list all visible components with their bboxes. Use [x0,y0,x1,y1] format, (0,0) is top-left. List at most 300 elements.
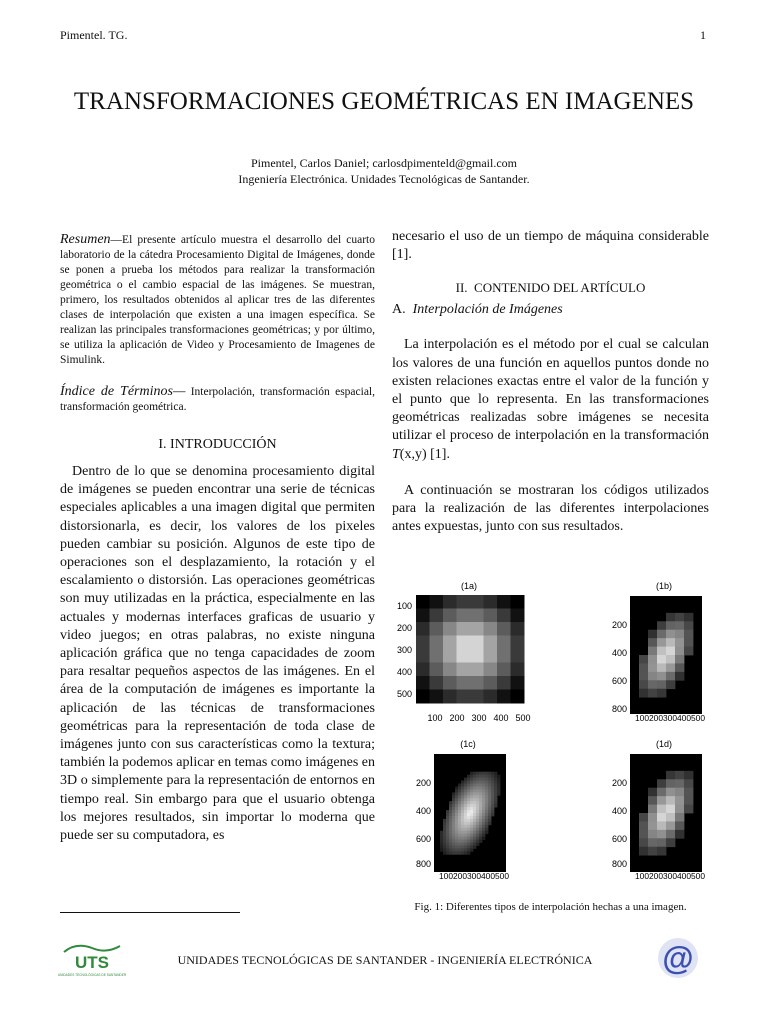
image-pixel [476,772,479,775]
image-pixel [648,813,657,822]
at-sign-logo [656,936,700,980]
image-pixel [455,851,458,854]
image-pixel [470,663,484,677]
image-pixel [666,630,675,639]
abstract-lead: Resumen [60,232,111,247]
image-pixel [470,786,473,789]
image-pixel [449,840,452,843]
image-pixel [458,843,461,846]
image-pixel [461,834,464,837]
image-pixel [666,830,675,839]
image-pixel [455,792,458,795]
image-pixel [458,837,461,840]
image-pixel [455,845,458,848]
image-pixel [452,834,455,837]
image-pixel [479,828,482,831]
logo-subtext: UNIDADES TECNOLÓGICAS DE SANTANDER [57,973,127,977]
image-pixel [461,851,464,854]
image-pixel [657,788,666,797]
image-pixel [440,831,443,834]
image-pixel [482,789,485,792]
image-pixel [684,630,693,639]
image-pixel [494,789,497,792]
image-pixel [684,638,693,647]
image-pixel [648,788,657,797]
image-pixel [464,845,467,848]
image-pixel [476,840,479,843]
image-pixel [430,663,444,677]
interpolation-text-a: La interpolación es el método por el cual se calculan los valores de una función en aquellos puntos donde no existen relaciones exactas entre el valor de la función y el punto que lo representa. En las transformaciones geométricas realizadas sobre imágenes se necesita utilizar el proceso de interpolación en la transformación [392,337,709,444]
image-pixel [416,622,430,636]
image-pixel [511,690,525,704]
image-pixel [446,848,449,851]
image-pixel [452,792,455,795]
image-pixel [476,834,479,837]
image-pixel [485,775,488,778]
image-pixel [666,771,675,780]
image-pixel [416,649,430,663]
image-pixel [467,834,470,837]
image-pixel [511,676,525,690]
image-pixel [455,798,458,801]
image-pixel [430,649,444,663]
image-pixel [639,680,648,689]
image-pixel [485,822,488,825]
image-pixel [482,798,485,801]
image-pixel [430,690,444,704]
image-pixel [443,843,446,846]
image-pixel [648,838,657,847]
image-pixel [497,622,511,636]
image-pixel [482,801,485,804]
image-pixel [457,690,471,704]
image-pixel [464,843,467,846]
image-pixel [473,845,476,848]
image-pixel [467,845,470,848]
image-pixel [484,676,498,690]
image-pixel [455,843,458,846]
image-pixel [452,822,455,825]
image-pixel [666,663,675,672]
image-pixel [467,831,470,834]
image-pixel [443,851,446,854]
image-pixel [461,784,464,787]
image-pixel [458,804,461,807]
image-pixel [491,807,494,810]
image-pixel [666,788,675,797]
image-pixel [648,796,657,805]
image-pixel [476,843,479,846]
y-tick: 300 [396,645,412,655]
index-terms [60,384,375,415]
image-pixel [473,825,476,828]
image-pixel [479,795,482,798]
image-pixel [464,810,467,813]
image-pixel [666,779,675,788]
image-pixel [449,828,452,831]
image-pixel [458,798,461,801]
image-pixel [443,690,457,704]
y-tick-labels [612,778,627,869]
image-pixel [443,676,457,690]
image-pixel [657,680,666,689]
y-tick: 200 [611,620,627,630]
image-pixel [473,778,476,781]
image-pixel [476,781,479,784]
image-pixel [476,789,479,792]
y-tick-labels [612,620,627,714]
image-pixel [639,830,648,839]
image-pixel [511,622,525,636]
image-pixel [443,825,446,828]
image-pixel [497,636,511,650]
image-pixel [464,819,467,822]
image-pixel [666,796,675,805]
image-pixel [446,822,449,825]
image-pixel [666,805,675,814]
image-pixel [464,778,467,781]
image-pixel [467,810,470,813]
image-pixel [484,663,498,677]
image-pixel [657,638,666,647]
image-pixel [443,636,457,650]
image-pixel [467,843,470,846]
image-pixel [452,819,455,822]
image-pixel [443,848,446,851]
left-column [60,232,375,845]
image-pixel [488,807,491,810]
image-pixel [470,848,473,851]
image-pixel [443,845,446,848]
image-pixel [470,804,473,807]
image-pixel [482,772,485,775]
x-tick: 100 [427,713,443,723]
abstract [60,232,375,368]
image-pixel [675,621,684,630]
image-pixel [666,647,675,656]
image-pixel [666,821,675,830]
image-pixel [457,649,471,663]
image-pixel [482,837,485,840]
image-pixel [675,613,684,622]
image-pixel [467,851,470,854]
image-pixel [497,690,511,704]
image-pixel [467,798,470,801]
image-pixel [484,595,498,609]
image-pixel [443,837,446,840]
image-pixel [657,689,666,698]
image-pixel [461,831,464,834]
image-pixel [449,848,452,851]
image-pixel [458,848,461,851]
image-pixel [440,834,443,837]
image-pixel [461,813,464,816]
image-pixel [476,775,479,778]
image-pixel [470,789,473,792]
image-pixel [449,837,452,840]
image-pixel [482,804,485,807]
image-pixel [639,813,648,822]
image-pixel [639,689,648,698]
image-pixel [458,825,461,828]
image-pixel [440,840,443,843]
image-pixel [473,784,476,787]
image-pixel [488,795,491,798]
image-pixel [473,789,476,792]
image-pixel [467,813,470,816]
y-tick-labels [397,601,412,699]
image-pixel [452,807,455,810]
image-pixel [675,821,684,830]
image-pixel [648,630,657,639]
image-pixel [461,795,464,798]
x-tick-labels [427,713,530,723]
continuation-text: necesario el uso de un tiempo de máquina considerable [1]. [392,229,709,263]
image-pixel [446,813,449,816]
image-pixel [648,672,657,681]
image-pixel [482,778,485,781]
image-pixel [479,781,482,784]
image-pixel [452,798,455,801]
image-pixel [446,819,449,822]
image-pixel [485,772,488,775]
image-pixel [488,801,491,804]
image-pixel [482,828,485,831]
y-tick-labels [416,778,431,869]
image-pixel [440,837,443,840]
image-pixel [476,819,479,822]
image-pixel [482,795,485,798]
image-pixel [470,816,473,819]
image-pixel [476,807,479,810]
image-pixel [494,804,497,807]
image-pixel [452,845,455,848]
logo-swoosh [64,946,120,952]
image-pixel [488,804,491,807]
image-pixel [497,775,500,778]
image-pixel [476,784,479,787]
image-pixel [473,772,476,775]
image-pixel [482,792,485,795]
image-pixel [473,828,476,831]
image-pixel [657,655,666,664]
image-pixel [449,845,452,848]
image-pixel [473,810,476,813]
image-pixel [470,828,473,831]
image-pixel [464,828,467,831]
image-pixel [675,830,684,839]
image-pixel [511,636,525,650]
image-pixel [648,647,657,656]
panel-label: (1c) [460,739,476,749]
image-pixel [467,828,470,831]
image-pixel [461,837,464,840]
image-pixel [464,831,467,834]
image-pixel [511,609,525,623]
image-pixel [416,690,430,704]
image-pixel [482,825,485,828]
image-pixel [449,810,452,813]
image-pixel [464,840,467,843]
image-pixel [648,638,657,647]
section-number: II. [455,280,468,296]
image-pixel [470,595,484,609]
image-pixel [458,810,461,813]
image-pixel [491,813,494,816]
section-content-title [392,280,709,296]
image-pixel [461,843,464,846]
image-pixel [485,807,488,810]
image-pixel [482,775,485,778]
image-pixel [482,816,485,819]
image-pixel [452,795,455,798]
image-pixel [464,784,467,787]
image-pixel [675,771,684,780]
image-pixel [446,828,449,831]
image-pixel [657,796,666,805]
image-pixel [452,831,455,834]
logo-text: UTS [75,953,109,972]
image-pixel [491,798,494,801]
image-pixel [497,778,500,781]
image-pixel [479,772,482,775]
image-pixel [467,840,470,843]
image-pixel [494,775,497,778]
image-pixel [497,609,511,623]
image-pixel [470,792,473,795]
image-pixel [488,819,491,822]
image-pixel [648,830,657,839]
image-pixel [467,781,470,784]
image-pixel [497,781,500,784]
image-pixel [457,595,471,609]
affiliation-line: Ingeniería Electrónica. Unidades Tecnológicas de Santander. [238,172,530,186]
image-pixel [470,831,473,834]
image-pixel [479,801,482,804]
image-pixel [458,828,461,831]
image-pixel [482,786,485,789]
x-tick: 200 [449,713,465,723]
image-pixel [470,810,473,813]
image-pixel [639,672,648,681]
y-tick: 200 [415,778,431,788]
image-pixel [476,825,479,828]
image-pixel [494,781,497,784]
image-pixel [470,819,473,822]
image-pixel [482,822,485,825]
image-pixel [449,804,452,807]
image-pixel [675,663,684,672]
image-pixel [476,795,479,798]
image-pixel [455,848,458,851]
image-pixel [639,655,648,664]
image-pixel [482,784,485,787]
image-pixel [467,775,470,778]
image-pixel [470,837,473,840]
image-pixel [464,781,467,784]
image-pixel [497,789,500,792]
image-pixel [464,816,467,819]
image-pixel [464,789,467,792]
author-block [60,155,708,187]
image-pixel [488,789,491,792]
image-pixel [464,851,467,854]
image-pixel [485,816,488,819]
image-pixel [452,813,455,816]
section-introduction-title: I. INTRODUCCIÓN [158,437,277,452]
image-pixel [473,807,476,810]
image-pixel [488,813,491,816]
image-pixel [470,822,473,825]
image-pixel [657,663,666,672]
image-pixel [467,819,470,822]
image-pixel [675,638,684,647]
image-pixel [485,819,488,822]
image-pixel [458,822,461,825]
image-pixel [470,825,473,828]
image-pixel [482,813,485,816]
image-pixel [666,655,675,664]
x-tick: 100200300400500 [635,871,706,881]
image-pixel [455,834,458,837]
image-pixel [458,819,461,822]
image-pixel [455,819,458,822]
image-pixel [485,786,488,789]
image-pixel [473,843,476,846]
y-tick: 400 [611,648,627,658]
image-pixel [461,786,464,789]
image-pixel [467,816,470,819]
image-pixel [491,778,494,781]
image-pixel [684,647,693,656]
image-pixel [457,609,471,623]
image-pixel [440,845,443,848]
image-pixel [485,801,488,804]
image-pixel [494,795,497,798]
image-pixel [455,840,458,843]
image-pixel [461,822,464,825]
image-pixel [479,831,482,834]
image-pixel [455,795,458,798]
image-pixel [482,781,485,784]
image-pixel [657,621,666,630]
image-pixel [443,834,446,837]
image-pixel [461,810,464,813]
image-pixel [457,663,471,677]
image-pixel [443,840,446,843]
image-pixel [461,816,464,819]
image-pixel [470,775,473,778]
image-pixel [479,798,482,801]
image-pixel [488,798,491,801]
figure-panel-1b [600,578,720,728]
image-pixel [666,813,675,822]
author-line: Pimentel, Carlos Daniel; carlosdpimenteld@gmail.com [251,156,517,170]
image-pixel [457,636,471,650]
image-pixel [476,792,479,795]
image-pixel [458,789,461,792]
image-pixel [449,843,452,846]
image-pixel [464,807,467,810]
image-pixel [484,622,498,636]
image-pixel [657,672,666,681]
image-pixel [684,788,693,797]
math-T: T [392,446,400,462]
image-pixel [488,792,491,795]
image-pixel [449,822,452,825]
image-pixel [452,840,455,843]
image-pixel [511,595,525,609]
